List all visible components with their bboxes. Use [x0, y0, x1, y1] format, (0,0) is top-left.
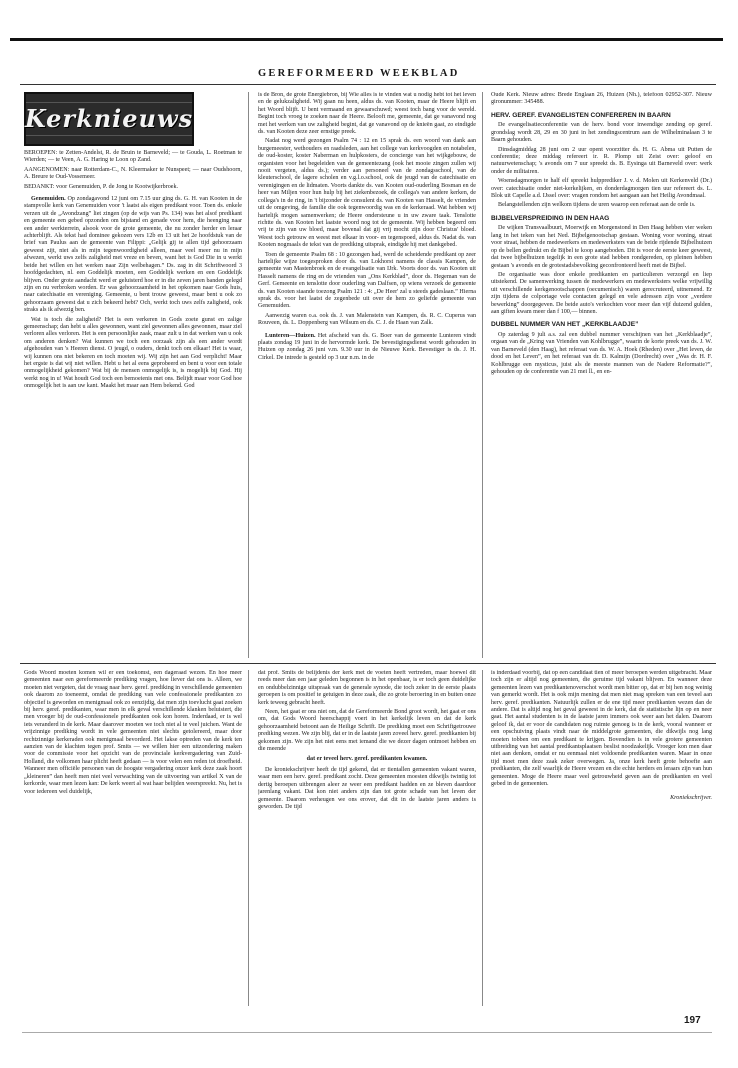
column-divider — [248, 92, 249, 658]
notice-beroepen: BEROEPEN: te Zetten-Andelst, R. de Bruin te Barneveld; — te Gouda, L. Roetman te Wierden; — te Veen, A. G. Haring te Loon op Zand. — [24, 150, 242, 164]
paragraph: Op zaterdag 9 juli a.s. zal een dubbel nummer verschijnen van het „Kerkblaadje”, orgaan van de „Kring van Vrienden van Kohlbrugge”, waarin de korte preek van ds. J. W. van Barneveld (den Haag), het referaat van ds. W. A. Hoek (Rheden) over „Het leven, de dood en het Leven”, en het referaat van dr. D. Kalmijn (Dordrecht) over „Was dr. H. F. Kohlbrugge een mysticus, juist als de meeste mannen van de Nadere Reformatie?”, gehouden op de conferentie van 21 mei ll., en en- — [491, 331, 712, 375]
church-notices — [24, 150, 242, 191]
genemuiden-paragraph: Genemuiden. Op zondagavond 12 juni om 7.15 uur ging ds. G. H. van Kooten in de stampvolle kerk van Genemuiden voor 't laatst als eigen predikant voor. Toen ds. enkele verzen uit de „Avondzang” liet zingen (op de wijs van Ps. 134) was het alsof predikant en gemeente een gebed opzonden om bijstand en genade voor hem, die heenging naar een ander werkterrein, alsook voor de grote gemeente, die nu zonder herder en leraar achterblijft. Als tekst had dominee gekozen vers 12b en 13 uit het 2e hoofdstuk van de brief van Paulus aan de gemeente van Filippi: „Gelijk gij te allen tijd gehoorzaam geweest zijt, niet als in mijn tegenwoordigheid alleen, maar veel meer nu in mijn afwezen, werkt uws zelfs zaligheid met vreze en beven, want het is God Die in u werkt beide het willen en het werken naar Zijn welbehagen.” Ds. zag in dit Schriftwoord 3 hoofdgedachten, nl. een Goddelijk moeten, een Goddelijk werken en een Goddelijk blijven. Onder grote aandacht werd er geluisterd hoe er in die zeven jaren banden gelegd zijn en nu verbroken worden. Er was gehoorzaamheid in het opkomen naar Gods huis, naar catechisatie en vereniging. Gemeente, u bent trouw geweest, maar bent u ook zo gehoorzaam geweest dat u zich bekeerd hebt? Och, werkt toch uws zelfs zaligheid, ook straks als ik afwezig ben. — [24, 196, 242, 314]
paragraph: Belangstellenden zijn welkom tijdens de uren waarop een referaat aan de orde is. — [498, 202, 696, 209]
column-2 — [258, 92, 476, 660]
emphasis-line: dat er teveel herv. geref. predikanten kwamen. — [306, 756, 428, 763]
paragraph: is inderdaad voorbij, dat op een candidaat tien of meer beroepen werden uitgebracht. Maar toch zijn er altijd nog gemeenten, die geruime tijd vakant blijven. En wanneer deze gemeenten lezen van predikantenoverschot wordt men bitter op, dat er bij hen nog weinig van gemerkt wordt. Het is ook mijn mening dat men niet mag spreken van een teveel aan herv. geref. predikanten. Natuurlijk zullen er de ene tijd meer predikanten wezen dan de andere. Dat is altijd nog het geval geweest in de kerk, dat de statistische lijn op en neer gaat. Het aantal studenten is in de laatste jaren immers ook weer aan het dalen. Daarom geloof ik, dat er voor de candidaten nog ruimte genoeg is in de kerk, vooral wanneer er een opschuiving plaats vindt naar de middelgrote gemeenten, die dikwijls nog lang moeten tobben om een predikant te krijgen. Bovendien is in vele grotere gemeenten uitbreiding van het aantal predikantsplaatsen beslist noodzakelijk. Vroeger kon men daar niet aan denken, omdat er nu eenmaal niet voldoende predikanten waren. Maar in onze tijd moet men deze zaak zeker overwegen. Ja, onze kerk heeft grote behoefte aan predikanten, die zelf waarlijk de Heere vrezen en die echte herders en leraars zijn van hun gemeenten. Moge de Heere maar veel getrouwheid geven aan de predikanten en veel gebed in de gemeenten. — [491, 670, 712, 788]
paragraph: Gods Woord moeten komen wil er een toekomst, een dageraad wezen. En hoe meer gemeenten naar een gereformeerde prediking vragen, hoe liever dat ons is. Alleen, we moeten niet vergeten, dat de vraag naar herv. geref. prediking in verschillende gemeenten ook daarom zo toeneemt, omdat de prediking van vele confessionele predikanten zo objectief is geworden en menigmaal ook zo eenzijdig, dat men zijn toevlucht gaat zoeken bij herv. geref. predikanten, waar men in elk geval verschillende klanken beluistert, die men vroeger bij de oud-confessionele predikanten ook kon horen. Inderdaad, er is wel iets veranderd in de kerk. Maar daarover moeten we toch niet al te veel juichen. Want de vrijzinnige prediking wordt in vele gemeenten niet slechts getolereerd, maar door rechtzinnige kerkeraden ook menigmaal bevorderd. Het lakse optreden van de kerk ten aanzien van de klachten tegen prof. Smits — we willen hier een uitzondering maken voor de commissie voor het opzicht van de provinciale kerkvergadering van Zuid-Holland, die volkomen haar plicht heeft gedaan — is voor velen een reden tot droefheid. Wanneer men officiële personen van de hoogste vergadering onzer kerk deze zaak hoort „kleineren” dan heeft men niet veel verwachting van de uitvoering van artikel X van de kerkorde, waar men lezen kan: De kerk weert al wat haar belijden weerspreekt. Nu, het is voor iedereen wel duidelijk, — [24, 670, 242, 795]
paragraph: Woensdagmorgen te half elf spreekt hulpprediker J. v. d. Molen uit Kerkenveld (Dr.) over: catechisatie onder niet-kerkelijken, en donderdagmorgen tien uur refereert ds. L. Blok uit Capelle a.d. IJssel over: vragen rondom het aangaan aan het Heilig Avondmaal. — [491, 178, 712, 200]
column-3 — [491, 92, 712, 660]
section-heading: DUBBEL NUMMER VAN HET „KERKBLAADJE” — [491, 321, 639, 329]
header-rule — [20, 84, 716, 85]
column-divider — [482, 670, 483, 1006]
page-number: 197 — [684, 1015, 701, 1026]
kerknieuws-banner — [24, 92, 194, 146]
paragraph: is de Bron, de grote Energiebron, bij Wie alles is te vinden wat u nodig hebt tot het leven en de gelukzaligheid. Wij gaan nu heen, aldus ds. van Kooten, maar de Heere blijft en het Woord blijft. U bent vermaand en gewaarschuwd; weest toch bang voor de wereld. Begint toch vroeg te zoeken naar de Heere. Belooft me, gemeente, dat ge vanavond nog met het werken van uw zaligheid begint, dat ge vanavond op de knieën gaat, zo eindigde ds. van Kooten deze zeer ernstige preek. — [258, 92, 476, 136]
bottom-column-3 — [491, 670, 712, 1010]
paragraph: Toen de gemeente Psalm 68 : 10 gezongen had, werd de scheidende predikant op zeer hartelijke wijze toegesproken door ds. van Lokhorst namens de classis Kampen, de gemeente van Mastenbroek en de evangelisatie van IJrk. Voorts door ds. van Kooten uit Hasselt namens de ring en de vrienden van „Ons Kerkblad”, door ds. Hegeman van de Gerf. Gemeente en tenslotte door ouderling van Dalfsen, op wiens verzoek de gemeente ds. van Kooten staande toezong Psalm 121 : 4: „De Heer' zal u steeds gadeslaan.” Hierna sprak ds. voor het laatst de zegenbede uit over de hem zo geliefde gemeente van Genemuiden. — [258, 251, 476, 310]
column-divider — [482, 92, 483, 658]
paragraph: De kroniekschrijver heeft de tijd gekend, dat er tientallen gemeenten vakant waren, waar men een herv. geref. predikant zocht. Deze gemeenten moesten dikwijls twintig tot dertig beroepen uitbrengen aleer ze weer een predikant hadden en ze bleven daardoor jarenlang vakant. Dat kon niet anders zijn dan tot grote schade van het leven der gemeente. Daarom verheugen we ons erover, dat dit in de laatste jaren anders is geworden. De tijd — [258, 766, 476, 810]
paragraph: Nadat nog werd gezongen Psalm 74 : 12 en 15 sprak ds. een woord van dank aan burgemeester, wethouders en raadsleden, aan het college van kerkvoogden en notabelen, de oud-koster, koster Naberman en hulpkosters, de concierge van het wijkgebouw, de organisten voor het begeleiden van de gemeentezang (ook het mooie zingen zullen wij nooit vergeten, aldus ds.); verder aan personeel van de zondagsschool, van de kleuterschool, de lagere scholen en v.g.l.o.school, ook de jeugd van de catechisatie en verenigingen en de lidmaten. Voorts dankte ds. van Kooten oud-ouderling Bosman en de heer van Miljen voor hun hulp bij het ziekenbezoek, de collega's van andere kerken, de collega's in de ring, in 't bijzonder de consulent ds. van Kooten van Hasselt, de vrienden uit de omgeving, de familie die ook tegenwoordig was en de kerkeraad. Wat hebben wij hartelijk mogen samenwerken; de Heere ondersteune u in uw zware taak. Tenslotte richtte ds. van Kooten het laatste woord nog tot de gemeente. Wij hebben begeerd om vrij te zijn van uw bloed, maar bovenal dat gij vrij mocht zijn door Christus' bloed. Weest toch getrouw en weest met elkaar in voor- en tegenspoed, aldus ds. Nadat ds. van Kooten nogmaals de tekst van de prediking uitsprak, eindigde hij met dankgebed. — [258, 138, 476, 249]
column-1 — [24, 92, 242, 660]
signature: Kroniekschrijver. — [670, 794, 712, 801]
section-heading: HERV. GEREF. EVANGELISTEN CONFEREREN IN BAARN — [491, 111, 671, 119]
paragraph: Wat is toch die zaligheid? Het is een verkeren in Gods zoete gunst en zalige gemeenschap; dan hebt u alles gewonnen, want ziel gewonnen alles gewonnen, maar ziel verloren alles verloren. Het is een persoonlijke zaak, maar zult u in dat werken van u ook om anderen denken? Wat kunnen we toch een oorzaak zijn als een ander wordt afgehouden van 's Heeren dienst. O jeugd, o ouders, denkt toch om elkaar! Het is waar, wij kunnen ons niet bekeren en toch moeten wij. Wij zijn het aan God verplicht! Maar het ergste is dat wij niet willen. Hebt u het al eens geprobeerd en bent u voor een totale onmogelijkheid gekomen? Wat bij de mensen onmogelijk is, is mogelijk bij God. Hij werkt nog in u! Wat houdt God toch een bemoeienis met ons. Belijdt maar voor God hoe onmogelijk het is aan uw kant. Maakt het maar aan Hem bekend. God — [24, 316, 242, 390]
paragraph: dat prof. Smits de belijdenis der kerk met de voeten heeft vertreden, maar hoewel dit reeds meer dan een jaar geleden begonnen is in het openbaar, is er toch geen duidelijke en ondubbelzinnige uitspraak van de generale synode, die toch zeker in de eerste plaats geroepen is om positief te getuigen in deze zaak, die zo grote beroering in en buiten onze kerk teweeg gebracht heeft. — [258, 670, 476, 706]
bottom-rule — [22, 1032, 712, 1033]
top-rule — [10, 38, 723, 41]
column-divider — [248, 670, 249, 1006]
paragraph: De organisatie was door enkele predikanten en particulieren verzorgd en liep uitstekend. De samenwerking tussen de medewerkers en medewerksters welke vrijwillig uit verschillende kerkgenootschappen (oecumenisch) waren gerecruteerd, uitnemend. Er zijn tijdens de colportage vele contacten gelegd en vele adressen zijn voor „verdere bewerking” doorgegeven. De beide auto's verkochten voor meer dan vijf duizend gulden, aan giften kwam meer dan f 100,— binnen. — [491, 271, 712, 315]
paragraph: De wijken Transvaalbuurt, Moerwijk en Morgenstond in Den Haag hebben vier weken lang in het teken van het Ned. Bijbelgenootschap gestaan. Woning voor woning, straat voor straat, hebben de medewerkers en medewerksters van de beide rijdende Bijbelhuizen op de bellen gedrukt en de Bijbel te koop aangeboden. Dit is voor de eerste keer geweest, dat twee bijbelhuizen tegelijk in een grote stad hebben rondgereden, op pleinen hebben gestaan 's avonds en de grotestadsbevolking geconfronteerd heeft met de Bijbel. — [491, 225, 712, 269]
paragraph: Neen, het gaat er ons niet om, dat de Gereformeerde Bond groot wordt, het gaat er ons om, dat Gods Woord heerschappij voert in het kerkelijk leven en dat de kerk gehoorzaamheid betoont aan de Heilige Schrift. De prediking moet een Schriftgetrouwe prediking wezen. We zijn blij, dat er in de laatste jaren zoveel herv. geref. predikanten bij gekomen zijn. We zijn het niet eens met iemand die we dezer dagen ontmoet hebben en die meende — [258, 709, 476, 753]
paragraph: Aanwezig waren o.a. ook ds. J. van Malenstein van Kampen, ds. R. C. Cuperus van Rouveen, ds. L. Doppenberg van Wilsum en ds. C. J. de Haan van Zalk. — [258, 312, 476, 327]
notice-bedankt: BEDANKT: voor Genemuiden, P. de Jong te Kootwijkerbroek. — [24, 183, 179, 190]
section-heading: BIJBELVERSPREIDING IN DEN HAAG — [491, 214, 610, 222]
bottom-column-2 — [258, 670, 476, 1010]
bottom-column-1 — [24, 670, 242, 1010]
page-header: GEREFORMEERD WEEKBLAD — [258, 68, 460, 79]
paragraph: Oude Kerk. Nieuw adres: Brede Englaan 26, Huizen (Nh.), telefoon 02952-307. Nieuw gironummer: 345488. — [491, 92, 712, 106]
notice-aangenomen: AANGENOMEN: naar Rotterdam-C., N. Kleermaker te Nunspeet; — naar Oudshoorn, A. Breure te Oud-Vossemeer. — [24, 166, 242, 181]
lunteren-paragraph: Lunteren—Huizen. Het afscheid van ds. G. Boer van de gemeente Lunteren vindt plaats zondag 19 juni in de hervormde kerk. De bevestigingsdienst wordt gehouden in Huizen op zondag 26 juni v.m. 9.30 uur in de Nieuwe Kerk. Bevestiger is ds. J. H. Cirkel. De intrede is gesteld op 3 uur n.m. in de — [258, 332, 476, 361]
paragraph: Dinsdagmiddag 28 juni om 2 uur opent voorzitter ds. H. G. Abma uit Putten de conferentie; deze middag refereert ir. R. Plomp uit Zeist over: geloof en natuurwetenschap; 's avonds om 7 uur spreekt ds. B. Eysinga uit Barneveld over: werk onder de militairen. — [491, 146, 712, 175]
banner-title: Kerknieuws — [24, 104, 194, 134]
section-rule — [20, 663, 716, 664]
paragraph: De evangelisatieconferentie van de herv. bond voor inwendige zending op geref. grondslag wordt 28, 29 en 30 juni in het zendingscentrum aan de Wilhelminalaan 3 te Baarn gehouden. — [491, 122, 712, 144]
